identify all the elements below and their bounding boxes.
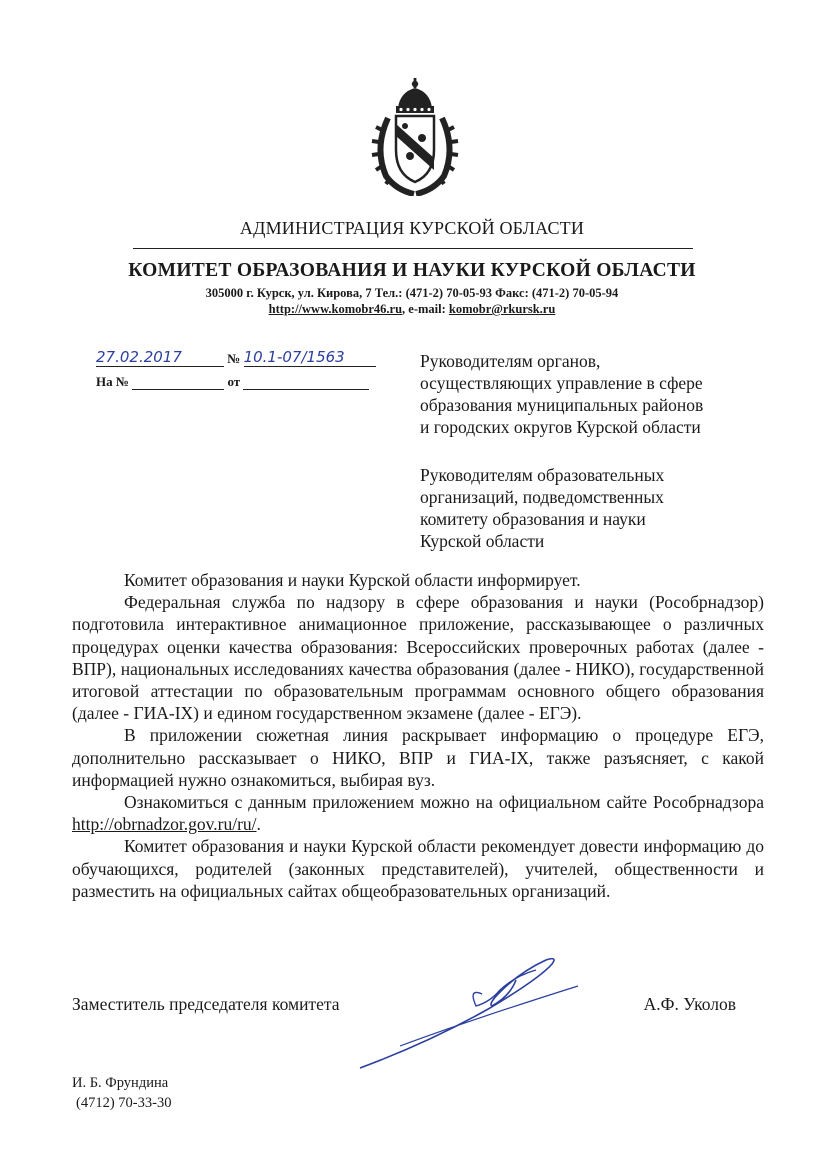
executor-block [72, 1073, 171, 1113]
addressee-line: Руководителям образовательных [420, 465, 665, 485]
addressee-line: Руководителям органов, [420, 351, 601, 371]
email-label: , e-mail: [402, 302, 449, 316]
body-paragraph [72, 791, 764, 835]
from-label: от [227, 374, 241, 389]
body-paragraph: В приложении сюжетная линия раскрывает информацию о процедуре ЕГЭ, дополнительно рассказывает о НИКО, ВПР и ГИА-IX, также разъясняет, с какой информацией нужно ознакомиться, выбирая вуз. [72, 725, 764, 790]
reply-date-field [243, 374, 369, 390]
body-paragraph: Комитет образования и науки Курской области рекомендует довести информацию до обучающихся, родителей (законных представителей), учителей, общественности и разместить на официальных сайтах общеобразовательных организаций. [72, 836, 764, 901]
reply-row [96, 374, 376, 400]
addressee-block-2 [420, 464, 664, 552]
date-handwritten: 27.02.2017 [96, 348, 182, 366]
web-email-line [0, 301, 824, 317]
body-paragraph: Комитет образования и науки Курской области информирует. [124, 570, 581, 590]
header-divider [133, 248, 693, 249]
addressee-line: организаций, подведомственных [420, 487, 664, 507]
administration-title: АДМИНИСТРАЦИЯ КУРСКОЙ ОБЛАСТИ [239, 218, 585, 238]
addressee-line: комитету образования и науки [420, 509, 646, 529]
outgoing-row [96, 348, 376, 374]
executor-name: И. Б. Фрундина [72, 1075, 169, 1091]
addressee-line: Курской области [420, 531, 545, 551]
signatory-position: Заместитель председателя комитета [72, 994, 340, 1014]
addressee-line: осуществляющих управление в сфере [420, 373, 703, 393]
obrnadzor-link[interactable]: http://obrnadzor.gov.ru/ru/ [72, 814, 257, 835]
address-line: 305000 г. Курск, ул. Кирова, 7 Тел.: (471-2) 70-05-93 Факс: (471-2) 70-05-94 [205, 286, 619, 300]
body-paragraph: Федеральная служба по надзору в сфере образования и науки (Рособрнадзор) подготовила интерактивное анимационное приложение, рассказывающее о различных процедурах оценки качества образования: Всероссийских проверочных работах (далее - ВПР), национальных исследованиях качества образования (далее - НИКО), государственной итоговой аттестации по образовательным программам основного общего образования (далее - ГИА-IX) и едином государственном экзамене (далее - ЕГЭ). [72, 592, 764, 724]
number-handwritten: 10.1-07/1563 [243, 348, 345, 366]
committee-title: КОМИТЕТ ОБРАЗОВАНИЯ И НАУКИ КУРСКОЙ ОБЛАСТИ [128, 260, 696, 281]
date-field [96, 348, 224, 367]
number-field [244, 348, 376, 367]
body-text: Ознакомиться с данным приложением можно на официальном сайте Рособрнадзора [124, 792, 764, 813]
addressee-line: образования муниципальных районов [420, 395, 704, 415]
addressee-line: и городских округов Курской области [420, 417, 701, 437]
handwritten-signature-icon [340, 950, 590, 1080]
reply-label: На № [96, 374, 129, 389]
registration-block [96, 348, 376, 400]
signatory-name: А.Ф. Уколов [643, 994, 736, 1014]
executor-phone: (4712) 70-33-30 [76, 1095, 172, 1111]
letter-body [72, 569, 764, 902]
addressee-block-1 [420, 350, 703, 438]
coat-of-arms-icon [370, 78, 460, 196]
email-link[interactable]: komobr@rkursk.ru [448, 302, 556, 316]
number-label: № [227, 351, 241, 366]
website-link[interactable]: http://www.komobr46.ru [268, 302, 403, 316]
body-text: . [256, 814, 261, 835]
reply-number-field [132, 374, 224, 390]
contacts-block [0, 285, 824, 317]
